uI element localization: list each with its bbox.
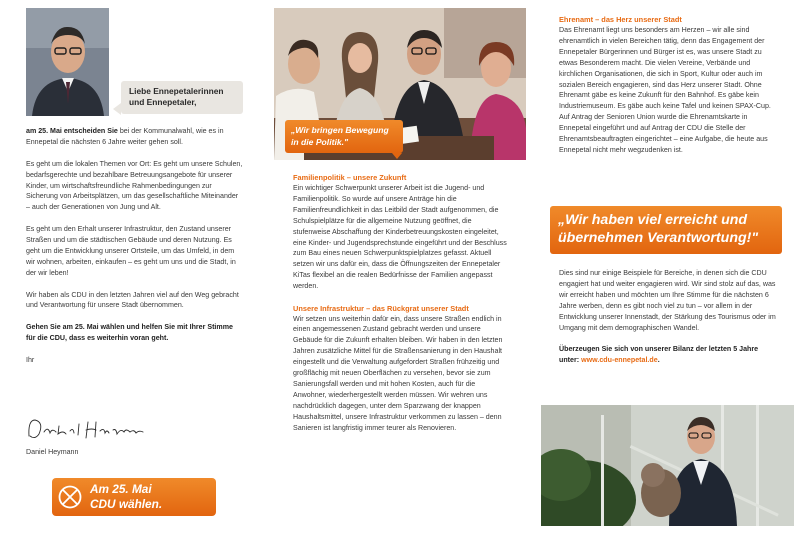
- greeting-text: Liebe Ennepetalerinnen und Ennepetaler,: [129, 86, 224, 108]
- garden-photo: [541, 405, 794, 526]
- website-link[interactable]: www.cdu-ennepetal.de: [581, 356, 658, 365]
- infrastructure-heading: Unsere Infrastruktur – das Rückgrat unserer Stadt: [293, 303, 469, 313]
- cta-end: .: [657, 356, 660, 365]
- caption-tail: [392, 153, 402, 159]
- quote-text: „Wir haben viel erreicht und übernehmen Verantwortung!": [558, 212, 759, 246]
- photo-caption-box: [285, 120, 403, 153]
- col1-text: [26, 126, 244, 366]
- volunteer-body: Das Ehrenamt liegt uns besonders am Herzen – wir alle sind ehrenamtlich in vielen Bereichen tätig, denn das Engagement der Ennepetaler Bürgerinnen und Bürger ist es, was unsere Stadt zu etwas Besonderem macht. Die vielen Vereine, Verbände und kirchlichen Organisationen, die sich in Sport, Kultur oder auch im sozialen Bereich engagieren, sind das Herz unserer Stadt. Ohne Ehrenamt gäbe es keine Zukunft für den Bahnhof. Es gäbe kein Industriemuseum. Es gäbe auch keine Tafel und keinen SPAX-Cup. Auf Antrag der Senioren Union wurde die Ehrenamtskarte in Ennepetal eingeführt und auf Antrag der CDU die Stelle der Ehrenamtsbeauftragten eingerichtet – eine Aufgabe, die heute aus Ennepetal nicht mehr wegzudenken ist.: [559, 26, 771, 154]
- infrastructure-body: Wir setzen uns weiterhin dafür ein, dass unsere Straßen endlich in einen angemessenen Zustand gebracht werden und unsere Gebäude für die Zukunft erhalten bleiben. Wir haben in den letzten Jahren zusätzliche Mittel für die Straßensanierung in den Haushalt eingestellt und die Verwaltung aufgefordert Straßen frühzeitig und großflächig mit neuen Oberflächen zu versehen, bevor sie zum Sanierungsfall werden und mit hohen Kosten, auch für die Anwohner, wiederhergestellt werden müssen. Wir wehren uns nachdrücklich dagegen, unter dem Sparzwang der knappen Haushaltsmittel, unsere Infrastruktur verkommen zu lassen – denn Sanieren ist langfristig immer teurer als Renovieren.: [293, 314, 503, 432]
- quote-box: [550, 206, 782, 254]
- summary-body: Dies sind nur einige Beispiele für Bereiche, in denen sich die CDU engagiert hat und weiter engagieren wird. Wir sind stolz auf das, was wir erreicht haben und möchten um Ihre Stimme für die nächsten 6 Jahre werben, denn es gibt noch viel zu tun – vor allem in der Entwicklung unserer Innenstadt, der Stärkung des Tourismus oder im Umgang mit dem demographischen Wandel.: [559, 269, 776, 332]
- col2-text: [293, 172, 510, 434]
- photo-caption: „Wir bringen Bewegung in die Politik.": [291, 125, 389, 147]
- family-heading: Familienpolitik – unsere Zukunft: [293, 173, 407, 182]
- paragraph-cdu: Wir haben als CDU in den letzten Jahren viel auf den Weg gebracht und Verantwortung für unsere Stadt übernommen.: [26, 290, 239, 310]
- vote-box-text: Am 25. Mai CDU wählen.: [90, 482, 163, 511]
- signature-name: Daniel Heymann: [26, 448, 79, 456]
- cta-paragraph: [559, 344, 777, 366]
- paragraph-infrastructure: Es geht um den Erhalt unserer Infrastruktur, den Zustand unserer Straßen und um die städtischen Gebäude und deren Nutzung. Es geht um die Entwicklung unserer Ortsteile, um das Umfeld, in dem wir wohnen, arbeiten, einkaufen – es geht um uns und die Stadt, in der wir leben!: [26, 225, 236, 277]
- intro-paragraph: [26, 126, 244, 148]
- portrait-photo: [26, 8, 109, 116]
- bubble-tail: [113, 103, 121, 115]
- volunteer-heading: Ehrenamt – das Herz unserer Stadt: [559, 15, 682, 24]
- intro-bold: am 25. Mai entscheiden Sie: [26, 127, 118, 135]
- family-body: Ein wichtiger Schwerpunkt unserer Arbeit ist die Jugend- und Familienpolitik. So wurde auf unsere Anträge hin die Familienfreundlichkeit in das Leitbild der Stadt aufgenommen, die Schulspielplätze für die allgemeine Nutzung geöffnet, die stufenweise Abschaffung der Kinderbetreuungskosten eingeleitet, eine Kinder- und Jugendsprechstunde eingeführt und der Beschluss zum Bau eines neuen Schwerpunktspielplatzes gefasst. Aktuell setzen wir uns dafür ein, dass die Öffnungszeiten der Ennepetaler KiTas flexibel an die realen Bedürfnisse der Familien angepasst werden.: [293, 184, 507, 291]
- col3-text: [559, 14, 777, 156]
- ballot-cross-icon: [57, 484, 83, 510]
- col3-lower: [559, 268, 777, 377]
- paragraph-vote-appeal: Gehen Sie am 25. Mai wählen und helfen Sie mit Ihrer Stimme für die CDU, dass es weiterhin voran geht.: [26, 323, 233, 343]
- cta-text: Überzeugen Sie sich von unserer Bilanz der letzten 5 Jahre unter:: [559, 345, 759, 365]
- closing-text: Ihr: [26, 355, 35, 364]
- signature: [26, 414, 151, 444]
- paragraph-themes: Es geht um die lokalen Themen vor Ort: Es geht um unsere Schulen, bedarfsgerechte und bezahlbare Betreuungsangebote für unserer Kinder, um wirtschaftsfreundliche Rahmenbedingungen zur Sicherung von Arbeitsplätzen, um das gesellschaftliche Miteinander – auch der Generationen von Jung und Alt.: [26, 159, 243, 212]
- vote-box: [52, 478, 216, 516]
- greeting-bubble: [121, 81, 243, 114]
- intro-rest: bei der Kommunalwahl, wie es in Ennepetal die nächsten 6 Jahre weiter gehen soll.: [26, 127, 224, 146]
